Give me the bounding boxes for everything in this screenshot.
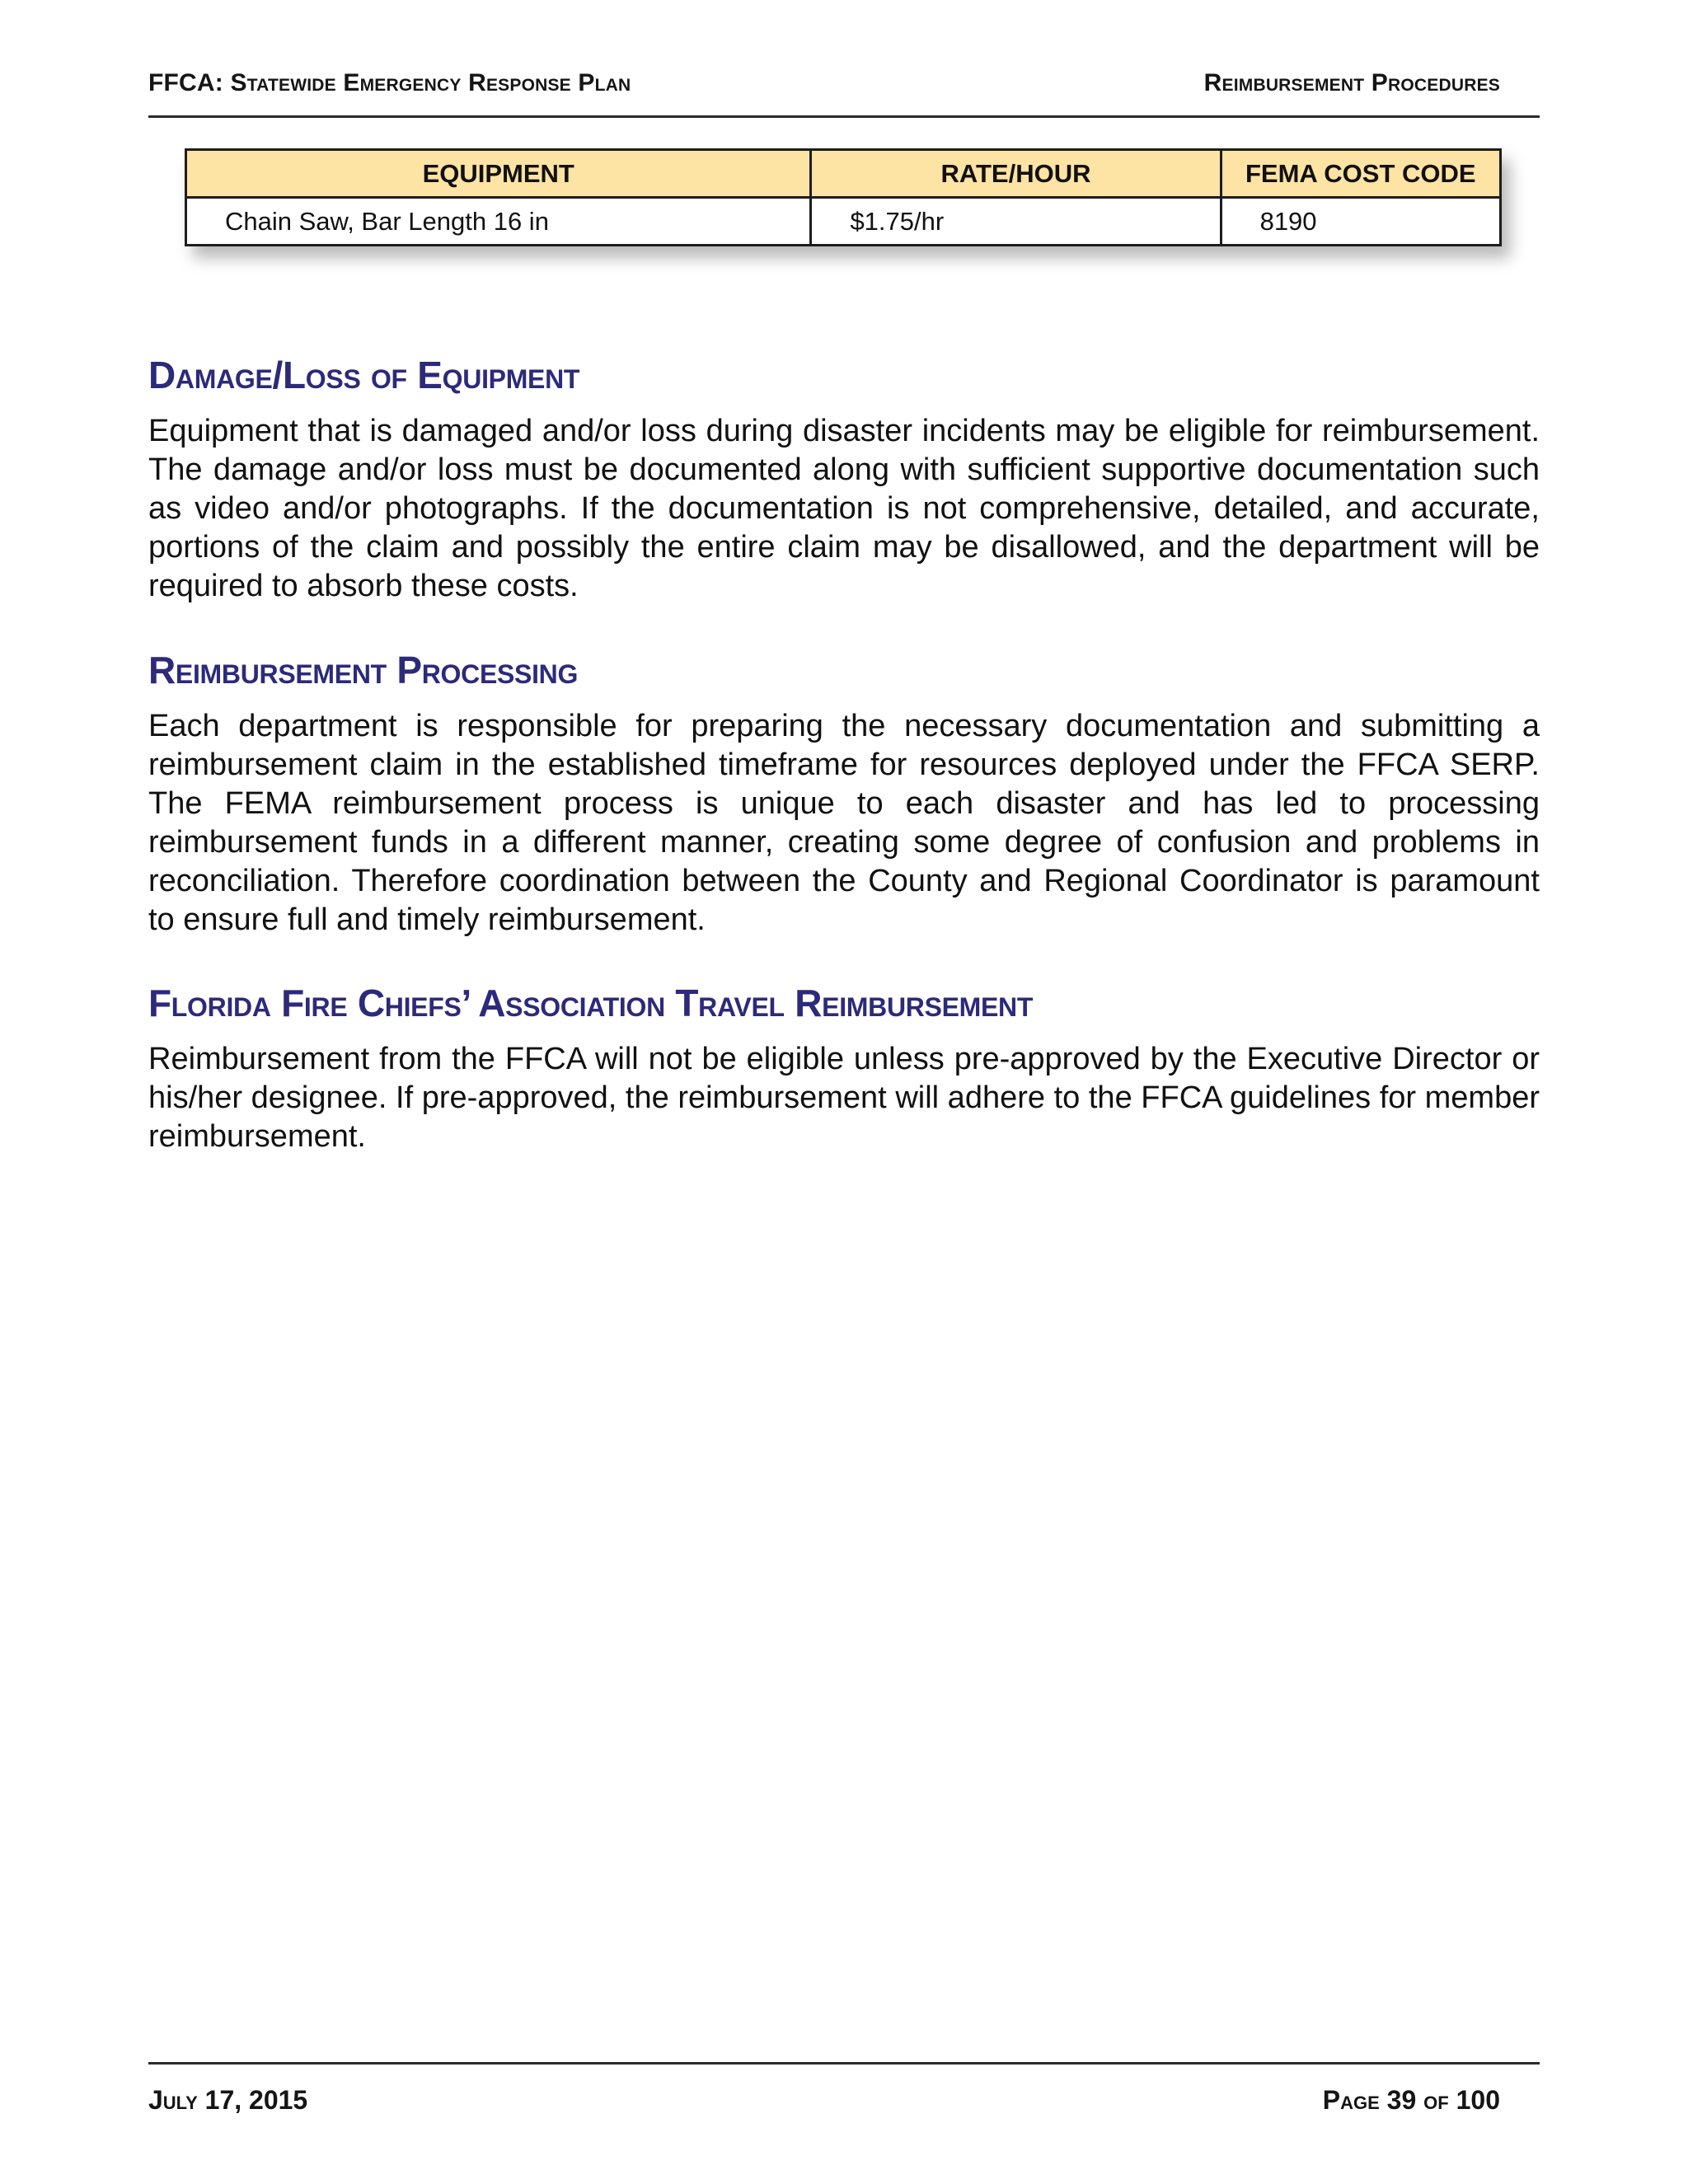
document-page xyxy=(148,0,1540,2184)
section-body-damage-loss: Equipment that is damaged and/or loss during disaster incidents may be eligible for reimbursement. The damage and/or loss must be documented along with sufficient supportive documentation such as video and/or photographs. If the documentation is not comprehensive, detailed, and accurate, portions of the claim and possibly the entire claim may be disallowed, and the department will be required to absorb these costs. xyxy=(148,414,1540,603)
cell-rate-hour: $1.75/hr xyxy=(811,198,1221,246)
footer-rule xyxy=(148,2062,1540,2064)
section-heading-travel-reimbursement: Florida Fire Chiefs’ Association Travel Reimbursement xyxy=(148,982,1034,1024)
section-heading-damage-loss: Damage/Loss of Equipment xyxy=(148,354,580,396)
section-heading-reimbursement-processing: Reimbursement Processing xyxy=(148,649,579,691)
table-header-row xyxy=(186,150,1501,198)
column-header-equipment: EQUIPMENT xyxy=(186,150,811,198)
page-number-label xyxy=(1323,2085,1500,2116)
total-page-count: 100 xyxy=(1456,2085,1500,2115)
running-footer xyxy=(148,2085,1540,2121)
header-document-title: FFCA: Statewide Emergency Response Plan xyxy=(148,69,631,96)
current-page-number: 39 xyxy=(1386,2085,1417,2115)
page-word: Page xyxy=(1322,2085,1380,2115)
section-body-reimbursement-processing: Each department is responsible for preparing the necessary documentation and submitting a reimbursement claim in the established timeframe for resources deployed under the FFCA SERP. The FEMA reimbursement process is unique to each disaster and has led to processing reimbursement funds in a different manner, creating some degree of confusion and problems in reconciliation. Therefore coordination between the County and Regional Coordinator is paramount to ensure full and timely reimbursement. xyxy=(148,709,1540,937)
column-header-rate-hour: RATE/HOUR xyxy=(811,150,1221,198)
header-rule xyxy=(148,115,1540,118)
column-header-fema-cost-code: FEMA COST CODE xyxy=(1221,150,1500,198)
section-body-travel-reimbursement: Reimbursement from the FFCA will not be eligible unless pre-approved by the Executive Director or his/her designee. If pre-approved, the reimbursement will adhere to the FFCA guidelines for member reimbursement. xyxy=(148,1042,1540,1154)
equipment-rate-table xyxy=(185,148,1502,246)
footer-date: July 17, 2015 xyxy=(148,2085,308,2115)
of-word: of xyxy=(1423,2085,1449,2115)
running-header xyxy=(148,69,1540,102)
header-chapter-title: Reimbursement Procedures xyxy=(1203,69,1500,96)
cell-fema-cost-code: 8190 xyxy=(1221,198,1500,246)
table-row xyxy=(186,198,1501,246)
cell-equipment: Chain Saw, Bar Length 16 in xyxy=(186,198,811,246)
